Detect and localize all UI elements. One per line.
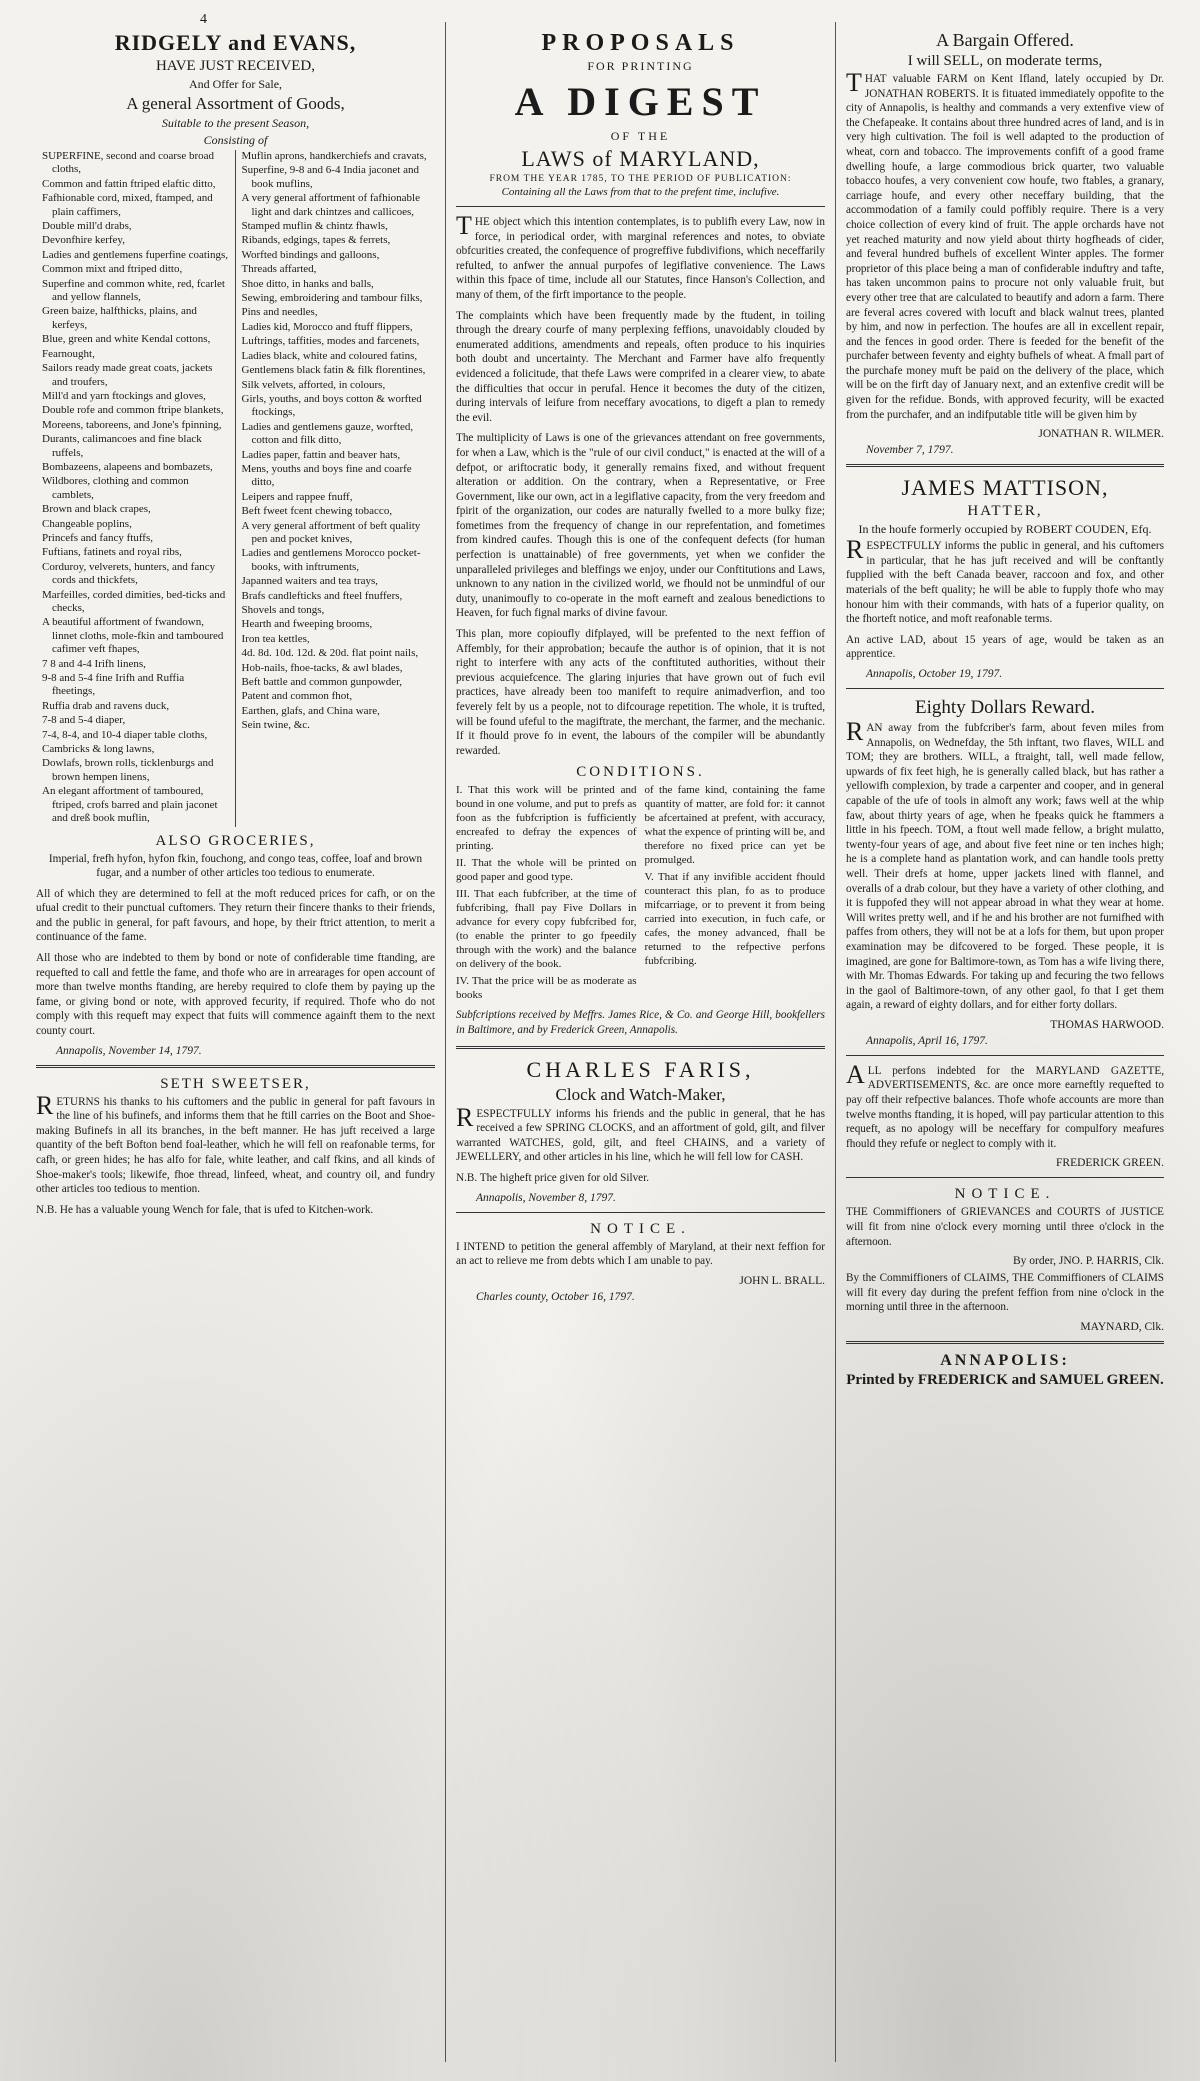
notice-date: Charles county, October 16, 1797. — [476, 1290, 635, 1303]
ridgely-date: Annapolis, November 14, 1797. — [56, 1044, 202, 1057]
mattison-heading: JAMES MATTISON, — [901, 475, 1109, 501]
goods-item: Princefs and fancy ftuffs, — [42, 531, 153, 544]
sweetser-nb: N.B. He has a valuable young Wench for fale, that is ufed to Kitchen-work. — [36, 1203, 374, 1216]
of-the: OF THE — [610, 129, 671, 143]
reward-date: Annapolis, April 16, 1797. — [866, 1034, 988, 1047]
goods-item: Double mill'd drabs, — [42, 220, 132, 233]
goods-item: Ladies and gentlemens gauze, worfted, cotton and filk ditto, — [241, 420, 414, 447]
condition-item: I. That this work will be printed and bound in one volume, and put to prefs as foon as the fubfcription is fufficiently encreafed to defray the expences of printing. — [456, 784, 637, 853]
mattison-date: Annapolis, October 19, 1797. — [866, 668, 1003, 680]
goods-item: Fearnought, — [42, 347, 95, 360]
goods-item: Hob-nails, fhoe-tacks, & awl blades, — [241, 661, 403, 674]
ridgely-para2: All those who are indebted to them by bond or note of confiderable time ftanding, are requefted to call and fettle the fame, and thofe who are in arrearages for open account of more than twelve months ftanding, are hereby required to clofe them by paying up the fame, or giving bond or note, with approved fecurity, if required. Thofe who do not comply with this requeft may expect that fuits will commence againft them to the next county court. — [36, 952, 435, 1038]
goods-item: Hearth and fweeping brooms, — [241, 618, 373, 631]
divider — [846, 464, 1164, 467]
conditions-right — [645, 783, 826, 1005]
goods-item: Beft fweet fcent chewing tobacco, — [241, 505, 393, 518]
wilmer-date: November 7, 1797. — [866, 444, 954, 457]
condition-item: III. That each fubfcriber, at the time of fubfcribing, fhall pay Five Dollars in advance for every copy fubfcribed for, (to enable the printer to go fpeedily through with the work) and the balance on delivery of the book. — [456, 888, 637, 971]
goods-item: Girls, youths, and boys cotton & worfted ftockings, — [241, 392, 422, 419]
condition-item: V. That if any invifible accident fhould counteract this plan, fo as to produce mifcarriage, or to prevent it from being carried into execution, in fuch cafe, or cafes, the money advanced, fhall be returned to the refpective perfons fubfcribing. — [644, 871, 825, 968]
goods-item: Muflin aprons, handkerchiefs and cravats, — [241, 150, 427, 162]
conditions-left — [456, 783, 637, 1005]
goods-item: Dowlafs, brown rolls, ticklenburgs and brown hempen linens, — [42, 757, 214, 783]
goods-item: 4d. 8d. 10d. 12d. & 20d. flat point nails, — [241, 647, 419, 660]
middle-column — [446, 22, 836, 2062]
notice-text: I INTEND to petition the general affembly of Maryland, at their next feffion for an act to relieve me from debts which I am unable to pay. — [456, 1240, 825, 1268]
goods-item: Beft battle and common gunpowder, — [241, 676, 403, 689]
goods-item: Superfine, 9-8 and 6-4 India jaconet and book muflins, — [241, 164, 419, 190]
goods-item: Green baize, halfthicks, plains, and kerfeys, — [42, 305, 197, 331]
right-notice1: THE Commiffioners of GRIEVANCES and COURTS of JUSTICE will fit from nine o'clock every morning until three o'clock in the afternoon. — [846, 1206, 1164, 1248]
laws-title: LAWS of MARYLAND, — [521, 146, 760, 171]
goods-item: Sein twine, &c. — [241, 719, 310, 732]
mattison-location: In the houfe formerly occupied by ROBERT COUDEN, Efq. — [858, 522, 1152, 537]
goods-item: Ribands, edgings, tapes & ferrets, — [241, 234, 391, 247]
goods-item: Gentlemens black fatin & filk florentines, — [241, 364, 426, 377]
mattison-text: RESPECTFULLY informs the public in general, and his cuftomers in particular, that he has juft received and will be conftantly fupplied with the beft Canada beaver, raccoon and fox, and other materials of the beft quality; he will be able to fupply thofe who may honour him with their commands, with hats of a fuperior quality, on the fhorteft notice, and moft reafonable terms. — [846, 535, 1164, 626]
notice-signature: JOHN L. BRALL. — [739, 1274, 825, 1287]
divider — [846, 1341, 1164, 1344]
goods-item: Shoe ditto, in hanks and balls, — [241, 277, 374, 290]
bargain-heading: A Bargain Offered. — [936, 30, 1074, 50]
sweetser-text: RETURNS his thanks to his cuftomers and the public in general for paft favours in the line of his bufinefs, and informs them that he ftill carries on the Boot and Shoe-making Bufinefs in all its branches, in the beft manner. He has juft received a large quantity of the beft Bofton bend foal-leather, which he will fell on reafonable terms, for cafh, or green hides; he has alfo for fale, white leather, and calf fkins, and all kinds of Shoe-maker's tools; likewife, fhoe thread, linfeed, wheat, and country oil, and fundry other articles too tedious to mention. — [36, 1090, 435, 1196]
goods-item: Pins and needles, — [241, 306, 318, 319]
goods-item: 9-8 and 5-4 fine Irifh and Ruffia fheetings, — [42, 672, 185, 698]
divider — [456, 206, 825, 207]
faris-nb: N.B. The higheft price given for old Silver. — [456, 1171, 650, 1184]
goods-item: Ladies and gentlemens Morocco pocket-books, with inftruments, — [241, 547, 421, 573]
digest-title: A DIGEST — [514, 79, 767, 124]
goods-item: Wildbores, clothing and common camblets, — [42, 475, 189, 501]
goods-item: Bombazeens, alapeens and bombazets, — [42, 460, 213, 473]
goods-item: Stamped muflin & chintz fhawls, — [241, 220, 388, 233]
goods-item: Double rofe and common ftripe blankets, — [42, 404, 224, 417]
goods-item: Ladies kid, Morocco and ftuff flippers, — [241, 320, 413, 333]
conditions-heading: CONDITIONS. — [576, 764, 705, 781]
gazette-text: ALL perfons indebted for the MARYLAND GAZETTE, ADVERTISEMENTS, &c. are once more earneftly requefted to pay off their refpective balances. Thofe whofe accounts are more than twelve months ftanding, it is hoped, will pay particular attention to this requeft, as no apology will be neceffary for compulfory meafures fhould they refufe or neglect to comply with it. — [846, 1059, 1164, 1150]
faris-date: Annapolis, November 8, 1797. — [476, 1191, 616, 1204]
goods-item: Ladies paper, fattin and beaver hats, — [241, 448, 401, 461]
right-notice2-signature: MAYNARD, Clk. — [1080, 1321, 1164, 1333]
groceries-heading: ALSO GROCERIES, — [155, 832, 316, 849]
goods-item: An elegant affortment of tamboured, ftriped, crofs barred and plain jaconet and dreß book muflin, — [42, 785, 218, 825]
goods-item: Iron tea kettles, — [241, 632, 310, 645]
reward-heading: Eighty Dollars Reward. — [915, 697, 1095, 718]
ridgely-consisting: Consisting of — [203, 133, 268, 147]
ridgely-suitable: Suitable to the present Season, — [161, 116, 310, 130]
goods-item: Brafs candlefticks and fteel fnuffers, — [241, 589, 403, 602]
goods-item: 7-8 and 5-4 diaper, — [42, 714, 126, 727]
goods-item: Shovels and tongs, — [241, 604, 325, 616]
proposals-heading: PROPOSALS — [541, 30, 740, 56]
conditions-list — [456, 783, 825, 1008]
notice-heading: NOTICE. — [590, 1220, 691, 1237]
ridgely-heading: RIDGELY and EVANS, — [114, 30, 357, 55]
goods-item: Cambricks & long lawns, — [42, 743, 155, 756]
right-column — [836, 22, 1174, 2062]
goods-item: Mill'd and yarn ftockings and gloves, — [42, 389, 206, 402]
right-notice-heading: NOTICE. — [954, 1186, 1056, 1203]
reward-text: RAN away from the fubfcriber's farm, about feven miles from Annapolis, on Wednefday, the 5th inftant, two flaves, WILL and TOM; they are brothers. WILL, a ftraight, tall, well made fellow, upwards of fix feet high, he is generally called black, but has rather a yellowifh complexion, by trade a carpenter and cooper, and in general capable of the ufe of tools in almoft any work; faws well at the whip faw, about thirty years of age, when he fpeaks quick he ftammers a little in his fpeech. TOM, a ftout well made fellow, a bright mulatto, twenty-four years of age, and about five feet nine or ten inches high; he is a complete hand as plantation work, and can handle tools pretty well. Their drefs at home, upper jackets lined with flannel, and overalls of a drab colour, but they have a variety of other clothing, and it is fuppofed they will not appear abroad in what they wear at home. Will writes pretty well, and if he and his brother are not furnifhed with paffes from others, they will not be at a lofs for them, but upon proper examination may be difcovered to be forged. These people, it is imagined, are gone for Baltimore-town, as Tom has a wife living there, with Mr. Thomas Edwards. For taking up and fecuring the two fellows in the gaol of Baltimore-town, of any other gaol, fo that I get them again, a reward of eighty dollars, and for either forty dollars. — [846, 717, 1164, 1012]
goods-item: Threads affarted, — [241, 263, 317, 276]
divider — [846, 1055, 1164, 1056]
sweetser-heading: SETH SWEETSER, — [160, 1075, 311, 1092]
goods-item: A very general affortment of fafhionable light and dark chintzes and callicoes, — [241, 192, 420, 218]
condition-item: II. That the whole will be printed on good paper and good type. — [456, 857, 637, 884]
goods-item: Superfine and common white, red, fcarlet and yellow flannels, — [42, 277, 225, 304]
divider — [846, 1177, 1164, 1178]
goods-item: Fuftians, fatinets and royal ribs, — [42, 546, 182, 559]
faris-heading: CHARLES FARIS, — [526, 1056, 755, 1082]
divider — [846, 688, 1164, 689]
goods-item: Earthen, glafs, and China ware, — [241, 704, 380, 717]
goods-item: Worfted bindings and galloons, — [241, 248, 380, 261]
goods-item: Corduroy, velverets, hunters, and fancy cords and thickfets, — [42, 560, 216, 587]
mattison-lad: An active LAD, about 15 years of age, would be taken as an apprentice. — [846, 633, 1164, 661]
goods-item: Mens, youths and boys fine and coarfe ditto, — [241, 462, 412, 489]
goods-list — [36, 150, 435, 827]
containing: Containing all the Laws from that to the prefent time, inclufive. — [501, 186, 780, 198]
ridgely-para1: All of which they are determined to fell at the moft reduced prices for cafh, or on the ufual credit to their punctual cuftomers. They return their fincere thanks to their friends, and the public in general, for paft favours, and hope, by their ftrict attention, to merit a continuance of the fame. — [36, 887, 435, 944]
goods-item: Common mixt and ftriped ditto, — [42, 263, 183, 276]
goods-item: 7-4, 8-4, and 10-4 diaper table cloths, — [42, 728, 208, 741]
goods-item: A very general affortment of beft quality pen and pocket knives, — [241, 519, 421, 545]
columns — [26, 22, 1174, 2062]
goods-item: 7 8 and 4-4 Irifh linens, — [42, 657, 146, 670]
goods-item: Durants, calimancoes and fine black ruffels, — [42, 433, 202, 459]
wilmer-signature: JONATHAN R. WILMER. — [1038, 428, 1164, 441]
goods-item: Luftrings, taffities, modes and farcenets, — [241, 335, 420, 348]
goods-item: Moreens, taboreens, and Jone's fpinning, — [42, 418, 222, 431]
reward-signature: THOMAS HARWOOD. — [1050, 1018, 1164, 1031]
left-column — [26, 22, 446, 2062]
goods-right-column — [236, 150, 436, 827]
subscriptions: Subfcriptions received by Meffrs. James Rice, & Co. and George Hill, bookfellers in Baltimore, and by Frederick Green, Annapolis. — [456, 1009, 825, 1036]
goods-item: Marfeilles, corded dimities, bed-ticks and checks, — [42, 588, 226, 614]
ridgely-offer: And Offer for Sale, — [188, 77, 283, 91]
faris-text: RESPECTFULLY informs his friends and the public in general, that he has received a few SPRING CLOCKS, and an affortment of gold, gilt, and filver warranted WATCHES, gold, gilt, and fteel CHAINS, and a variety of JEWELLERY, and other articles in his line, which he will fell low for CASH. — [456, 1102, 825, 1164]
goods-item: Devonfhire kerfey, — [42, 234, 125, 247]
goods-item: Ladies and gentlemens fuperfine coatings, — [42, 248, 229, 261]
divider — [456, 1212, 825, 1213]
condition-item: of the fame kind, containing the fame quantity of matter, are fold for: it cannot be afcertained at prefent, with accuracy, what the expence of printing will be, and therefore no fixed price can yet be promulged. — [644, 784, 825, 867]
for-printing: FOR PRINTING — [587, 59, 694, 73]
from-year: FROM THE YEAR 1785, TO THE PERIOD OF PUBLICATION: — [489, 174, 792, 184]
goods-item: Silk velvets, afforted, in colours, — [241, 378, 386, 391]
goods-item: Blue, green and white Kendal cottons, — [42, 333, 211, 346]
digest-para3: The multiplicity of Laws is one of the grievances attendant on free governments, for when a Law, which is the "rule of our civil conduct," is enacted at the will of a defpot, or ariftocratic body, it generally remains fixed, and without frequent alteration or addition. On the contrary, when a Representative, or Free Government, like our own, act in a legiflative capacity, from the very freedom and fpirit of the organization, our codes are naturally fwelled to a more bulky fize; fometimes from the frequency of change in our reprefentation, and fometimes from kindred caufes. Though this is one of the confequent defects (for human perfection is unattainable) of free governments, yet when we confider the unparalleled privileges and bleffings we enjoy, under our Conftitutions and Laws, unknown to any nation in the civilized world, we fhould not be unmindful of our duty, unanimoufly to co-operate in the moft earneft and zealous benedictions to Heaven, for fuch fignal marks of divine favour. — [456, 432, 825, 620]
goods-item: Brown and black crapes, — [42, 503, 151, 516]
goods-item: A beautiful affortment of fwandown, linnet cloths, mole-fkin and tamboured cafimer veft fhapes, — [42, 616, 224, 656]
goods-item: Patent and common fhot, — [241, 690, 353, 703]
goods-item: Sailors ready made great coats, jackets and troufers, — [42, 362, 213, 388]
will-sell: I will SELL, on moderate terms, — [907, 53, 1103, 69]
digest-para4: This plan, more copioufly difplayed, will be prefented to the next feffion of Affembly, for their approbation; becaufe the author is of opinion, that it is not right to interfere with any acts of the conftituted authorities, without their previous acquiefcence. The glaring injuries that have grown out of fuch evil practices, have already been too manifeft to require animadverfion, and too feverely felt by us a people, not to difcourage repetition. The whole, it is trufted, will be found ufeful to the magiftrate, the merchant, the farmer, and the mechanic. If it fhould prove fo in event, the labours of the compiler will be abundantly rewarded. — [456, 628, 825, 757]
gazette-signature: FREDERICK GREEN. — [1056, 1157, 1164, 1170]
goods-item: Ladies black, white and coloured fatins, — [241, 349, 418, 362]
divider — [36, 1065, 435, 1068]
goods-item: Leipers and rappee fnuff, — [241, 490, 353, 503]
imprint-city: ANNAPOLIS: — [940, 1352, 1070, 1369]
mattison-trade: HATTER, — [967, 503, 1043, 520]
goods-item: Common and fattin ftriped elaftic ditto, — [42, 177, 216, 190]
groceries-text: Imperial, frefh hyfon, hyfon fkin, fouchong, and congo teas, coffee, loaf and brown fugar, and a number of other articles too tedious to enumerate. — [48, 852, 423, 880]
digest-para1: THE object which this intention contemplates, is to publifh every Law, now in force, in periodical order, with marginal references and notes, to obviate obfcurities created, the confequence of progreffive fubdivifions, which neceffarily refulted, to anfwer the annual purpofes of legiflative convenience. The Laws within this fpace of time, include all our Statutes, fince Hanson's Collection, and many of them, of the firft importance to the people. — [456, 211, 825, 301]
farm-text: THAT valuable FARM on Kent Ifland, lately occupied by Dr. JONATHAN ROBERTS. It is fituated immediately oppofite to the city of Annapolis, is healthy and commands a very extenfive view of the Chefapeake. It contains about three hundred acres of land, and is in very high cultivation. The foil is well adapted to the production of wheat, corn and tobacco. The improvements confift of a good frame dwelling houfe, a large commodious brick quarter, two valuable tobacco houfes, a very convenient cow houfe, two ftables, a granary, carriage houfe, and every other neceffary building, that the accommodation of a family could poffibly require. There is a very choice collection of every kind of fruit. The apple orchards have not yet reached maturity and now yield about thirty hogfheads of cider, and feveral hundred bufhels of excellent Winter apples. The former proprietor of this place being a man of confiderable induftry and tafte, has taken uncommon pains to procure not only valuable fruit, but every other tree that are calculated to beautify and adorn a farm. There are feveral acres covered with locuft and black walnut trees, planted by him, and now in perfection. The houfes are all in excellent repair, and the fences in good order. There is feeded for the benefit of the purchafer between feventy and eighty bufhels of wheat. A fmall part of the purchafe money muft be paid on the delivery of the place, which will be on the firft day of January next, and an extenfive credit will be given for the refidue. Bonds, with approved fecurity, will be exacted from the purchafer, and an indifputable title will be given him by — [846, 68, 1164, 421]
right-notice2: By the Commiffioners of CLAIMS, THE Commiffioners of CLAIMS will fit every day during the prefent feffion from nine o'clock in the morning until three in the afternoon. — [846, 1272, 1164, 1314]
ridgely-general: A general Assortment of Goods, — [126, 94, 345, 113]
goods-item: SUPERFINE, second and coarse broad cloths, — [42, 150, 214, 176]
goods-item: Sewing, embroidering and tambour filks, — [241, 292, 423, 305]
right-notice1-signature: By order, JNO. P. HARRIS, Clk. — [1013, 1255, 1164, 1268]
goods-left-column — [36, 150, 236, 827]
imprint: Printed by FREDERICK and SAMUEL GREEN. — [846, 1372, 1164, 1388]
page-number: 4 — [200, 12, 207, 27]
goods-item: Ruffia drab and ravens duck, — [42, 699, 170, 712]
goods-item: Changeable poplins, — [42, 517, 132, 530]
faris-trade: Clock and Watch-Maker, — [555, 1084, 726, 1104]
divider — [456, 1046, 825, 1049]
goods-item: Fafhionable cord, mixed, ftamped, and plain caffimers, — [42, 192, 213, 218]
goods-item: Japanned waiters and tea trays, — [241, 575, 379, 588]
ridgely-subheading: HAVE JUST RECEIVED, — [155, 58, 316, 74]
condition-item: IV. That the price will be as moderate as books — [456, 975, 637, 1002]
digest-para2: The complaints which have been frequently made by the ftudent, in toiling through the dreary courfe of many perplexing feffions, unavoidably clouded by enumerated additions, amendments and repeals, often produce to his inquiries both doubt and uncertainty. The Merchant and Farmer have alfo frequently evidenced a folicitude, that thefe Laws were comprifed in a clearer view, to abate the difficulties that occur in perufal. Hence it becomes the duty of the citizen, during intervals of leifure from neceffary avocations, to digeft a plan to remedy the evil. — [456, 309, 825, 424]
